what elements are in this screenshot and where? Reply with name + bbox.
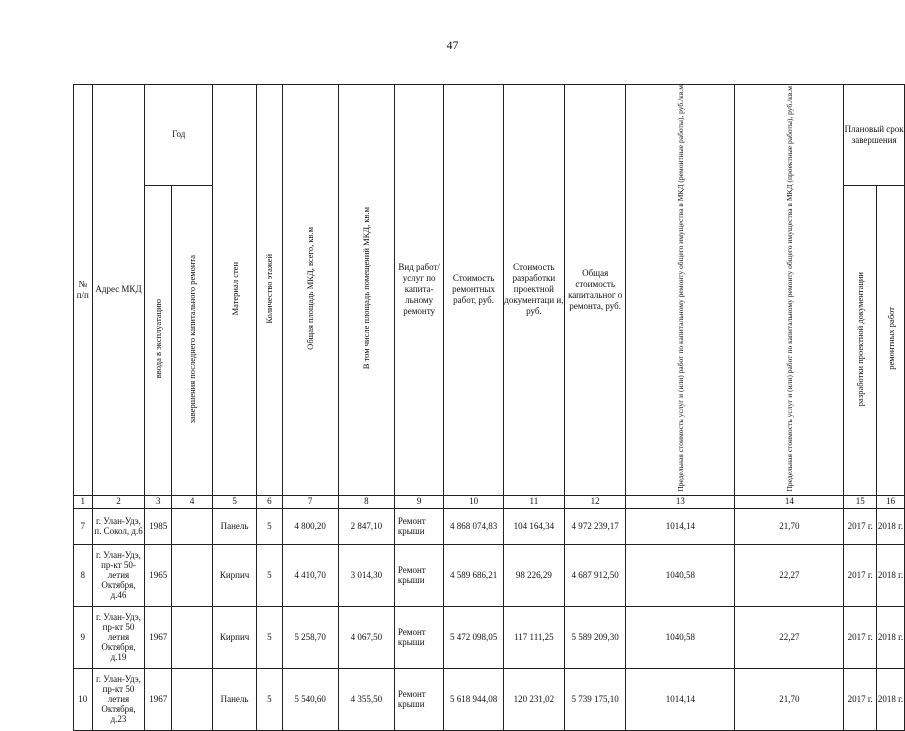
- header-design-cost: Стоимость разработки проектной документаци и, руб.: [503, 85, 564, 496]
- year-last-repair-cell: [172, 544, 213, 606]
- wall-material-cell: Панель: [213, 668, 257, 730]
- design-cost-cell: 120 231,02: [503, 668, 564, 730]
- header-repair-cost: Стоимость ремонтных работ, руб.: [444, 85, 503, 496]
- column-number: 10: [444, 495, 503, 508]
- column-number: 6: [257, 495, 283, 508]
- header-total-area: [282, 85, 338, 496]
- table-body: [74, 508, 905, 730]
- header-year-group: Год: [145, 85, 213, 186]
- column-numbers-row: [74, 495, 905, 508]
- total-cost-cell: 4 687 912,50: [565, 544, 626, 606]
- year-commission-cell: 1965: [145, 544, 172, 606]
- header-limit-repair-text: Предельная стоимость услуг и (или) работ по капитальному ремонту общего имущества в МКД (ремонтные работы), руб./кв.м: [675, 85, 685, 492]
- page-number: 47: [446, 38, 459, 52]
- total-cost-cell: 4 972 239,17: [565, 508, 626, 544]
- header-deadline-repair: [877, 185, 905, 495]
- limit-repair-cell: 1040,58: [626, 544, 735, 606]
- header-deadline-repair-text: ремонтных работ: [885, 307, 896, 371]
- limit-repair-cell: 1014,14: [626, 668, 735, 730]
- total-area-cell: 5 258,70: [282, 606, 338, 668]
- header-premises-area-text: В том числе площадь помещений МКД, кв.м: [361, 207, 372, 370]
- wall-material-cell: Кирпич: [213, 606, 257, 668]
- column-number: 16: [877, 495, 905, 508]
- limit-design-cell: 21,70: [735, 668, 844, 730]
- year-last-repair-cell: [172, 606, 213, 668]
- deadline-repair-cell: 2018 г.: [877, 668, 905, 730]
- row-number: 7: [74, 508, 93, 544]
- work-type-cell: Ремонт крыши: [394, 606, 444, 668]
- address-cell: г. Улан-Удэ, п. Сокол, д.6: [92, 508, 145, 544]
- column-number: 12: [565, 495, 626, 508]
- header-total-area-text: Общая площадь МКД, всего, кв.м: [305, 226, 316, 350]
- column-number: 4: [172, 495, 213, 508]
- header-floors: [257, 85, 283, 496]
- table-row: [74, 544, 905, 606]
- header-work-type: Вид работ/ услуг по капита-льному ремонту: [394, 85, 444, 496]
- column-number: 1: [74, 495, 93, 508]
- floors-cell: 5: [257, 668, 283, 730]
- table-row: [74, 606, 905, 668]
- total-cost-cell: 5 589 209,30: [565, 606, 626, 668]
- deadline-repair-cell: 2018 г.: [877, 544, 905, 606]
- column-number: 14: [735, 495, 844, 508]
- column-number: 3: [145, 495, 172, 508]
- premises-area-cell: 3 014,30: [338, 544, 394, 606]
- column-number: 13: [626, 495, 735, 508]
- table-row: [74, 668, 905, 730]
- column-number: 15: [844, 495, 877, 508]
- column-number: 9: [394, 495, 444, 508]
- deadline-design-cell: 2017 г.: [844, 544, 877, 606]
- header-no: № п/п: [74, 85, 93, 496]
- wall-material-cell: Кирпич: [213, 544, 257, 606]
- header-premises-area: [338, 85, 394, 496]
- deadline-design-cell: 2017 г.: [844, 508, 877, 544]
- premises-area-cell: 2 847,10: [338, 508, 394, 544]
- column-number: 7: [282, 495, 338, 508]
- year-commission-cell: 1985: [145, 508, 172, 544]
- header-year-commission: [145, 185, 172, 495]
- address-cell: г. Улан-Удэ, пр-кт 50 летия Октября, д.19: [92, 606, 145, 668]
- header-wall-material: [213, 85, 257, 496]
- limit-design-cell: 22,27: [735, 544, 844, 606]
- limit-repair-cell: 1014,14: [626, 508, 735, 544]
- work-type-cell: Ремонт крыши: [394, 668, 444, 730]
- header-deadline-group: Плановый срок завершения: [844, 85, 905, 186]
- deadline-design-cell: 2017 г.: [844, 668, 877, 730]
- repair-cost-cell: 4 868 074,83: [444, 508, 503, 544]
- address-cell: г. Улан-Удэ, пр-кт 50-летия Октября, д.46: [92, 544, 145, 606]
- deadline-design-cell: 2017 г.: [844, 606, 877, 668]
- design-cost-cell: 98 226,29: [503, 544, 564, 606]
- year-commission-cell: 1967: [145, 668, 172, 730]
- repair-cost-cell: 5 618 944,08: [444, 668, 503, 730]
- header-address: Адрес МКД: [92, 85, 145, 496]
- column-number: 8: [338, 495, 394, 508]
- wall-material-cell: Панель: [213, 508, 257, 544]
- header-total-cost: Общая стоимость капитальног о ремонта, руб.: [565, 85, 626, 496]
- deadline-repair-cell: 2018 г.: [877, 508, 905, 544]
- limit-design-cell: 21,70: [735, 508, 844, 544]
- column-number: 11: [503, 495, 564, 508]
- year-last-repair-cell: [172, 668, 213, 730]
- repair-cost-cell: 5 472 098,05: [444, 606, 503, 668]
- design-cost-cell: 104 164,34: [503, 508, 564, 544]
- floors-cell: 5: [257, 606, 283, 668]
- work-type-cell: Ремонт крыши: [394, 508, 444, 544]
- floors-cell: 5: [257, 544, 283, 606]
- total-cost-cell: 5 739 175,10: [565, 668, 626, 730]
- work-type-cell: Ремонт крыши: [394, 544, 444, 606]
- total-area-cell: 4 800,20: [282, 508, 338, 544]
- header-year-last-repair-text: завершения последнего капитального ремонта: [187, 254, 198, 423]
- year-last-repair-cell: [172, 508, 213, 544]
- column-number: 5: [213, 495, 257, 508]
- design-cost-cell: 117 111,25: [503, 606, 564, 668]
- premises-area-cell: 4 067,50: [338, 606, 394, 668]
- header-year-last-repair: [172, 185, 213, 495]
- total-area-cell: 4 410,70: [282, 544, 338, 606]
- header-limit-design-text: Предельная стоимость услуг и (или) работ по капитальному ремонту общего имущества в МКД (проектные работы), руб./кв.м: [784, 85, 794, 492]
- header-deadline-design-text: разработки проектной документации: [855, 271, 866, 406]
- total-area-cell: 5 540,60: [282, 668, 338, 730]
- row-number: 10: [74, 668, 93, 730]
- header-deadline-design: [844, 185, 877, 495]
- year-commission-cell: 1967: [145, 606, 172, 668]
- row-number: 8: [74, 544, 93, 606]
- table-row: [74, 508, 905, 544]
- limit-repair-cell: 1040,58: [626, 606, 735, 668]
- limit-design-cell: 22,27: [735, 606, 844, 668]
- repair-cost-cell: 4 589 686,21: [444, 544, 503, 606]
- deadline-repair-cell: 2018 г.: [877, 606, 905, 668]
- column-number: 2: [92, 495, 145, 508]
- address-cell: г. Улан-Удэ, пр-кт 50 летия Октября, д.23: [92, 668, 145, 730]
- header-year-commission-text: ввода в эксплуатацию: [153, 299, 164, 379]
- header-limit-design: [735, 85, 844, 496]
- header-limit-repair: [626, 85, 735, 496]
- header-wall-material-text: Материал стен: [229, 261, 240, 316]
- capital-repair-table: [73, 84, 905, 731]
- premises-area-cell: 4 355,50: [338, 668, 394, 730]
- row-number: 9: [74, 606, 93, 668]
- header-floors-text: Количество этажей: [264, 253, 275, 324]
- floors-cell: 5: [257, 508, 283, 544]
